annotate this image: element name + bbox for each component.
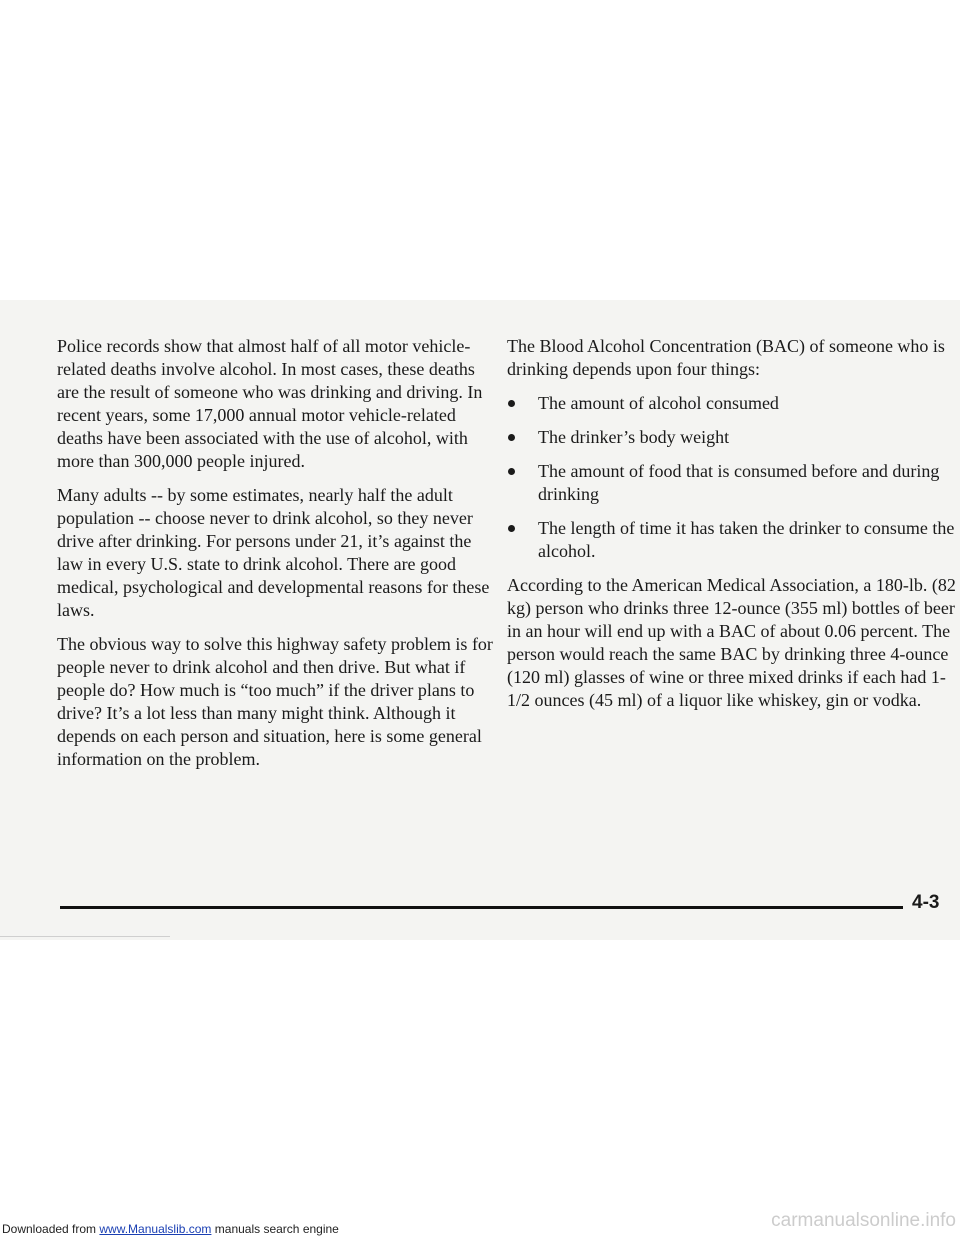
bullet-icon (508, 434, 515, 441)
list-item: The amount of food that is consumed before and during drinking (507, 460, 957, 506)
faint-rule (0, 936, 170, 937)
footer-rule (60, 906, 903, 909)
download-footer (2, 1222, 339, 1236)
list-item: The amount of alcohol consumed (507, 392, 957, 415)
bullet-icon (508, 525, 515, 532)
paragraph-alcohol-deaths: Police records show that almost half of all motor vehicle-related deaths involve alcohol. In most cases, these deaths are the result of someone who was drinking and driving. In recent years, some 17,000 annual motor vehicle-related deaths have been associated with the use of alcohol, with more than 300,000 people injured. (57, 336, 483, 471)
bullet-icon (508, 468, 515, 475)
list-item: The drinker’s body weight (507, 426, 957, 449)
right-column (507, 335, 957, 723)
paragraph-how-much: The obvious way to solve this highway safety problem is for people never to drink alcohol and then drive. But what if people do? How much is “too much” if the driver plans to drive? It’s a lot less than many might think. Although it depends on each person and situation, here is some general information on the problem. (57, 634, 493, 769)
paragraph-adults-abstain: Many adults -- by some estimates, nearly half the adult population -- choose never to drink alcohol, so they never drive after drinking. For persons under 21, it’s against the law in every U.S. state to drink alcohol. There are good medical, psychological and developmental reasons for these laws. (57, 485, 490, 620)
footer-suffix: manuals search engine (211, 1222, 339, 1236)
footer-prefix: Downloaded from (2, 1222, 100, 1236)
bac-factors-list (507, 392, 957, 563)
list-item: The length of time it has taken the drinker to consume the alcohol. (507, 517, 957, 563)
manualslib-link[interactable]: www.Manualslib.com (99, 1222, 212, 1236)
paragraph-ama: According to the American Medical Association, a 180-lb. (82 kg) person who drinks three 12-ounce (355 ml) bottles of beer in an hour will end up with a BAC of about 0.06 percent. The person would reach the same BAC by drinking three 4-ounce (120 ml) glasses of wine or three mixed drinks if each had 1-1/2 ounces (45 ml) of a liquor like whiskey, gin or vodka. (507, 575, 956, 710)
watermark: carmanualsonline.info (771, 1210, 956, 1231)
bullet-icon (508, 400, 515, 407)
left-column (57, 335, 497, 782)
page-number: 4-3 (912, 892, 940, 913)
paragraph-bac-intro: The Blood Alcohol Concentration (BAC) of someone who is drinking depends upon four things: (507, 336, 945, 379)
